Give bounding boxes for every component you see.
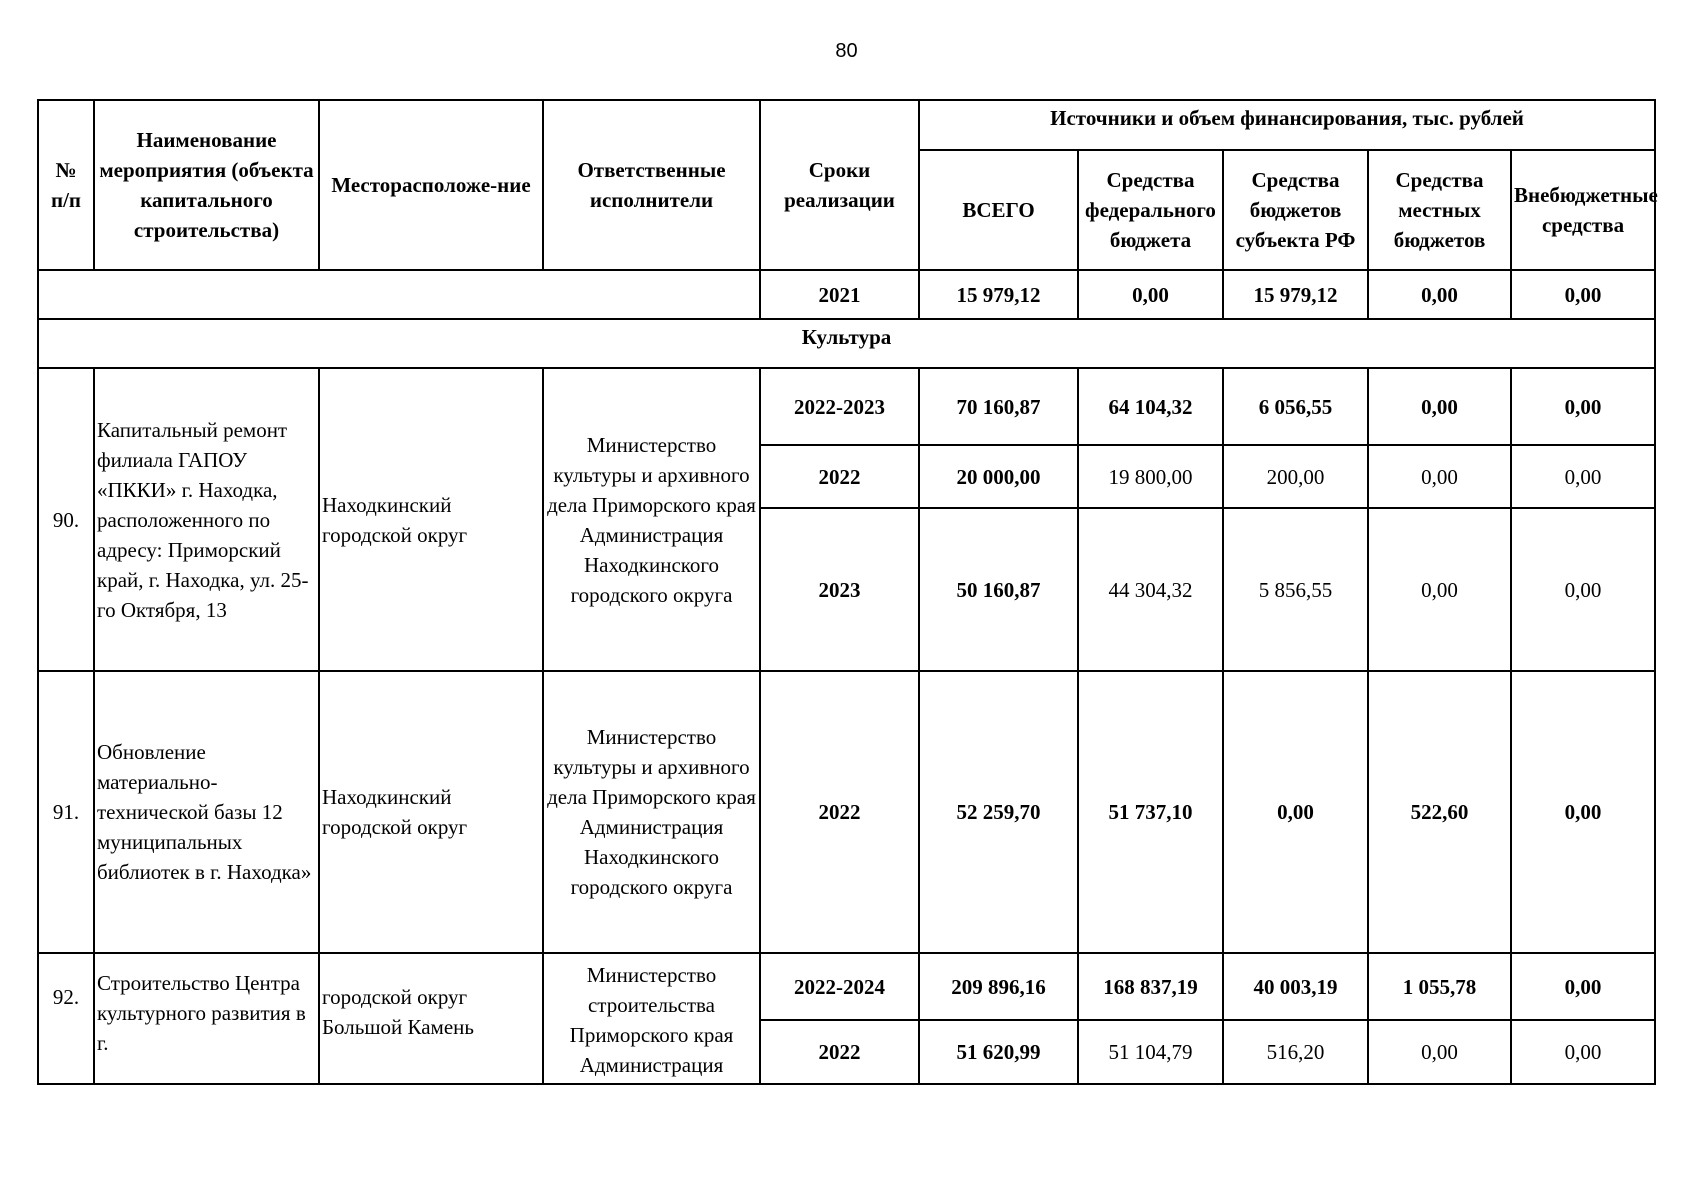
row-federal: 19 800,00: [1078, 445, 1223, 508]
summary-blank: [38, 270, 760, 319]
row-federal: 64 104,32: [1078, 368, 1223, 445]
item-location: городской округ Большой Камень: [319, 953, 543, 1084]
header-row-top: [38, 100, 1655, 150]
row-federal: 51 104,79: [1078, 1020, 1223, 1084]
row-local: 522,60: [1368, 671, 1511, 953]
item-responsible: Министерство культуры и архивного дела Приморского края Администрация Находкинского городского округа: [543, 671, 760, 953]
item-responsible: Министерство культуры и архивного дела Приморского края Администрация Находкинского городского округа: [543, 368, 760, 671]
header-responsible: Ответственные исполнители: [543, 100, 760, 270]
row-extra: 0,00: [1511, 445, 1655, 508]
row-federal: 44 304,32: [1078, 508, 1223, 671]
page-number: 80: [835, 40, 858, 62]
header-name: Наименование мероприятия (объекта капитального строительства): [94, 100, 319, 270]
header-location: Месторасположе-ние: [319, 100, 543, 270]
header-num: № п/п: [38, 100, 94, 270]
item-name: Капитальный ремонт филиала ГАПОУ «ПККИ» г. Находка, расположенного по адресу: Приморский край, г. Находка, ул. 25-го Октября, 13: [94, 368, 319, 671]
row-total: 51 620,99: [919, 1020, 1078, 1084]
row-federal: 51 737,10: [1078, 671, 1223, 953]
row-extra: 0,00: [1511, 953, 1655, 1020]
financing-table: [37, 99, 1656, 1085]
row-year: 2022: [760, 1020, 919, 1084]
summary-federal: 0,00: [1078, 270, 1223, 319]
section-row: [38, 319, 1655, 368]
row-year: 2023: [760, 508, 919, 671]
header-federal: Средства федерального бюджета: [1078, 150, 1223, 270]
header-local: Средства местных бюджетов: [1368, 150, 1511, 270]
section-title: Культура: [38, 319, 1655, 368]
header-regional: Средства бюджетов субъекта РФ: [1223, 150, 1368, 270]
row-year: 2022-2024: [760, 953, 919, 1020]
row-local: 0,00: [1368, 445, 1511, 508]
row-year: 2022-2023: [760, 368, 919, 445]
header-extra: Внебюджетные средства: [1511, 150, 1655, 270]
row-extra: 0,00: [1511, 508, 1655, 671]
row-extra: 0,00: [1511, 1020, 1655, 1084]
summary-local: 0,00: [1368, 270, 1511, 319]
table-row: [38, 671, 1655, 953]
item-responsible: Министерство строительства Приморского края Администрация: [543, 953, 760, 1084]
row-total: 70 160,87: [919, 368, 1078, 445]
summary-extra: 0,00: [1511, 270, 1655, 319]
row-extra: 0,00: [1511, 368, 1655, 445]
row-local: 0,00: [1368, 508, 1511, 671]
item-num: 92.: [38, 953, 94, 1084]
row-federal: 168 837,19: [1078, 953, 1223, 1020]
row-regional: 5 856,55: [1223, 508, 1368, 671]
row-regional: 516,20: [1223, 1020, 1368, 1084]
item-location: Находкинский городской округ: [319, 671, 543, 953]
summary-row: [38, 270, 1655, 319]
row-total: 52 259,70: [919, 671, 1078, 953]
row-regional: 0,00: [1223, 671, 1368, 953]
row-year: 2022: [760, 671, 919, 953]
item-location: Находкинский городской округ: [319, 368, 543, 671]
summary-year: 2021: [760, 270, 919, 319]
header-financing-group: Источники и объем финансирования, тыс. рублей: [919, 100, 1655, 150]
row-total: 50 160,87: [919, 508, 1078, 671]
row-local: 0,00: [1368, 368, 1511, 445]
header-total: ВСЕГО: [919, 150, 1078, 270]
row-regional: 200,00: [1223, 445, 1368, 508]
item-name: Строительство Центра культурного развития в г.: [94, 953, 319, 1084]
row-local: 1 055,78: [1368, 953, 1511, 1020]
item-num: 91.: [38, 671, 94, 953]
row-regional: 40 003,19: [1223, 953, 1368, 1020]
item-num: 90.: [38, 368, 94, 671]
row-local: 0,00: [1368, 1020, 1511, 1084]
item-name: Обновление материально-технической базы 12 муниципальных библиотек в г. Находка»: [94, 671, 319, 953]
table-row: [38, 368, 1655, 445]
table-row: [38, 953, 1655, 1020]
row-year: 2022: [760, 445, 919, 508]
row-extra: 0,00: [1511, 671, 1655, 953]
summary-regional: 15 979,12: [1223, 270, 1368, 319]
header-period: Сроки реализации: [760, 100, 919, 270]
row-regional: 6 056,55: [1223, 368, 1368, 445]
row-total: 20 000,00: [919, 445, 1078, 508]
summary-total: 15 979,12: [919, 270, 1078, 319]
row-total: 209 896,16: [919, 953, 1078, 1020]
